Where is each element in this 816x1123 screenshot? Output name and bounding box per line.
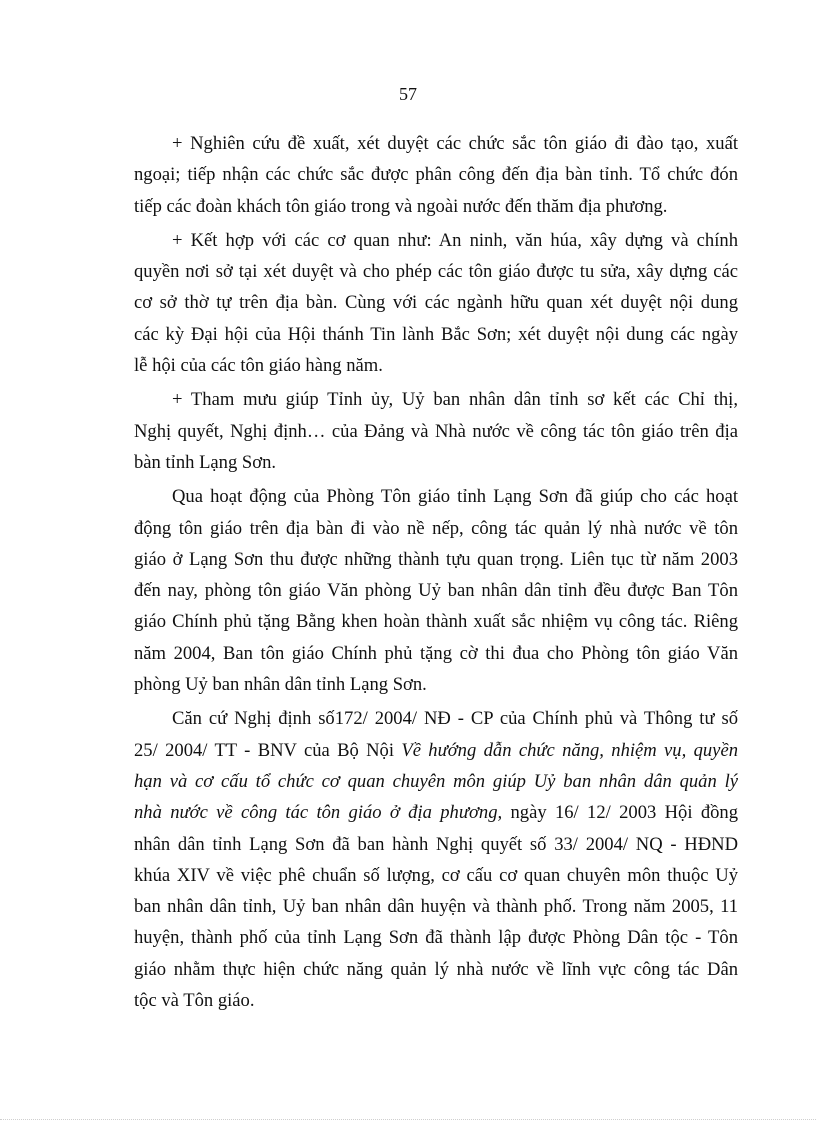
text-run: ngày 16/ 12/ 2003 Hội đồng [502,802,738,824]
text-line: ngoại; tiếp nhận các chức sắc được phân công đến địa bàn tỉnh. Tổ chức đón [134,164,738,186]
text-line: phòng Uỷ ban nhân dân tỉnh Lạng Sơn. [134,674,427,696]
text-line: năm 2004, Ban tôn giáo Chính phủ tặng cờ thi đua cho Phòng tôn giáo Văn [134,642,738,664]
text-line: giáo ở Lạng Sơn thu được những thành tựu quan trọng. Liên tục từ năm 2003 [134,548,738,570]
page-number: 57 [399,84,417,104]
text-line: + Tham mưu giúp Tỉnh ủy, Uỷ ban nhân dân tỉnh sơ kết các Chỉ thị, [172,389,738,411]
text-line [134,797,738,828]
text-line: đến nay, phòng tôn giáo Văn phòng Uỷ ban nhân dân tỉnh đều được Ban Tôn [134,580,738,602]
text-line: động tôn giáo trên địa bàn đi vào nề nếp, công tác quản lý nhà nước về tôn [134,517,738,539]
text-line: ban nhân dân tỉnh, Uỷ ban nhân dân huyện và thành phố. Trong năm 2005, 11 [134,896,738,918]
text-line: huyện, thành phố của tỉnh Lạng Sơn đã thành lập được Phòng Dân tộc - Tôn [134,927,738,949]
text-line: tiếp các đoàn khách tôn giáo trong và ngoài nước đến thăm địa phương. [134,195,668,217]
document-body [134,128,738,1016]
text-line: giáo nhằm thực hiện chức năng quản lý nhà nước về lĩnh vực công tác Dân [134,958,738,980]
paragraph-5 [134,703,738,1016]
text-line: Qua hoạt động của Phòng Tôn giáo tỉnh Lạng Sơn đã giúp cho các hoạt [172,486,738,508]
paragraph-1 [134,128,738,222]
italic-text-run: nhà nước về công tác tôn giáo ở địa phương, [134,802,503,824]
text-run: 25/ 2004/ TT - BNV của Bộ Nội [134,739,402,761]
text-line: quyền nơi sở tại xét duyệt và cho phép các tôn giáo được tu sửa, xây dựng các [134,261,738,283]
text-line: các kỳ Đại hội của Hội thánh Tin lành Bắc Sơn; xét duyệt nội dung các ngày [134,323,738,345]
text-line: Căn cứ Nghị định số172/ 2004/ NĐ - CP của Chính phủ và Thông tư số [172,708,738,730]
text-line: nhân dân tỉnh Lạng Sơn đã ban hành Nghị quyết số 33/ 2004/ NQ - HĐND [134,833,738,855]
text-line [134,766,738,797]
page-bottom-divider [0,1119,816,1120]
text-line: cơ sở thờ tự trên địa bàn. Cùng với các ngành hữu quan xét duyệt nội dung [134,292,738,314]
text-line: bàn tỉnh Lạng Sơn. [134,451,277,473]
text-line: tộc và Tôn giáo. [134,990,255,1012]
paragraph-2 [134,225,738,381]
text-line: lễ hội của các tôn giáo hàng năm. [134,355,383,377]
text-line: + Kết hợp với các cơ quan như: An ninh, văn húa, xây dựng và chính [172,229,738,251]
italic-text-run: Về hướng dẫn chức năng, nhiệm vụ, quyền [401,739,738,761]
paragraph-4 [134,481,738,700]
text-line: giáo Chính phủ tặng Bằng khen hoàn thành xuất sắc nhiệm vụ công tác. Riêng [134,611,738,633]
text-line: + Nghiên cứu đề xuất, xét duyệt các chức sắc tôn giáo đi đào tạo, xuất [172,133,738,154]
paragraph-3 [134,384,738,478]
text-line [134,735,738,766]
italic-text-run: hạn và cơ cấu tổ chức cơ quan chuyên môn giúp Uỷ ban nhân dân quản lý [134,770,738,792]
text-line: Nghị quyết, Nghị định… của Đảng và Nhà nước về công tác tôn giáo trên địa [134,420,738,442]
text-line: khúa XIV về việc phê chuẩn số lượng, cơ cấu cơ quan chuyên môn thuộc Uỷ [134,864,738,886]
